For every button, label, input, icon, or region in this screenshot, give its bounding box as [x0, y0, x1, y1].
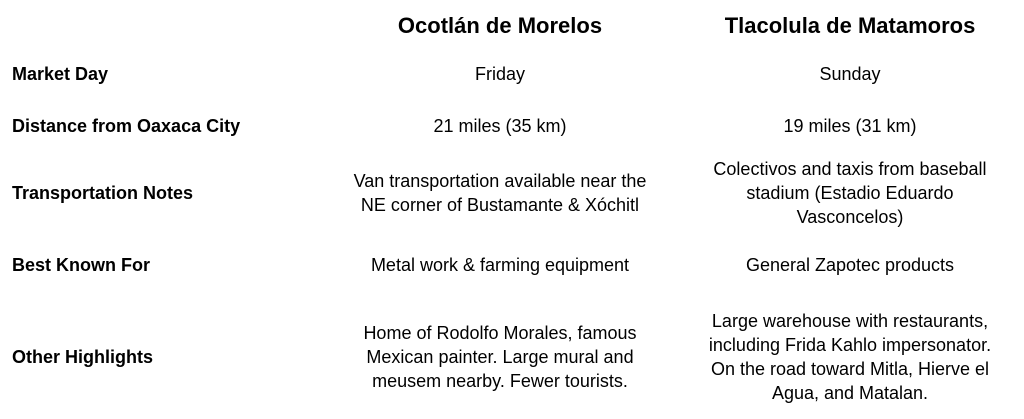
cell-tlacolula-other-highlights: Large warehouse with restaurants, including Frida Kahlo impersonator. On the road toward Mitla, Hierve el Agua, and Matalan. — [708, 311, 992, 403]
cell-tlacolula-best-known-for: General Zapotec products — [745, 255, 955, 275]
row-label-best-known-for: Best Known For — [12, 255, 150, 275]
cell-ocotlan-distance: 21 miles (35 km) — [433, 116, 567, 136]
cell-tlacolula-market-day: Sunday — [819, 64, 881, 84]
cell-ocotlan-market-day: Friday — [474, 64, 525, 84]
cell-ocotlan-transportation: Van transportation available near the NE corner of Bustamante & Xóchitl — [353, 171, 647, 215]
cell-ocotlan-other-highlights: Home of Rodolfo Morales, famous Mexican painter. Large mural and meusem nearby. Fewer tourists. — [363, 323, 637, 391]
row-label-transportation: Transportation Notes — [12, 183, 194, 203]
table-row — [0, 247, 1024, 283]
table-header-row — [0, 6, 1024, 46]
column-header-tlacolula: Tlacolula de Matamoros — [724, 13, 976, 38]
cell-ocotlan-best-known-for: Metal work & farming equipment — [370, 255, 630, 275]
cell-tlacolula-distance: 19 miles (31 km) — [783, 116, 917, 136]
cell-tlacolula-transportation: Colectivos and taxis from baseball stadium (Estadio Eduardo Vasconcelos) — [713, 159, 987, 227]
table-row — [0, 155, 1024, 231]
column-header-ocotlan: Ocotlán de Morelos — [397, 13, 603, 38]
table-row — [0, 56, 1024, 92]
row-label-distance: Distance from Oaxaca City — [12, 116, 241, 136]
table-row — [0, 108, 1024, 144]
table-row — [0, 307, 1024, 407]
row-label-market-day: Market Day — [12, 64, 109, 84]
row-label-other-highlights: Other Highlights — [12, 347, 153, 367]
